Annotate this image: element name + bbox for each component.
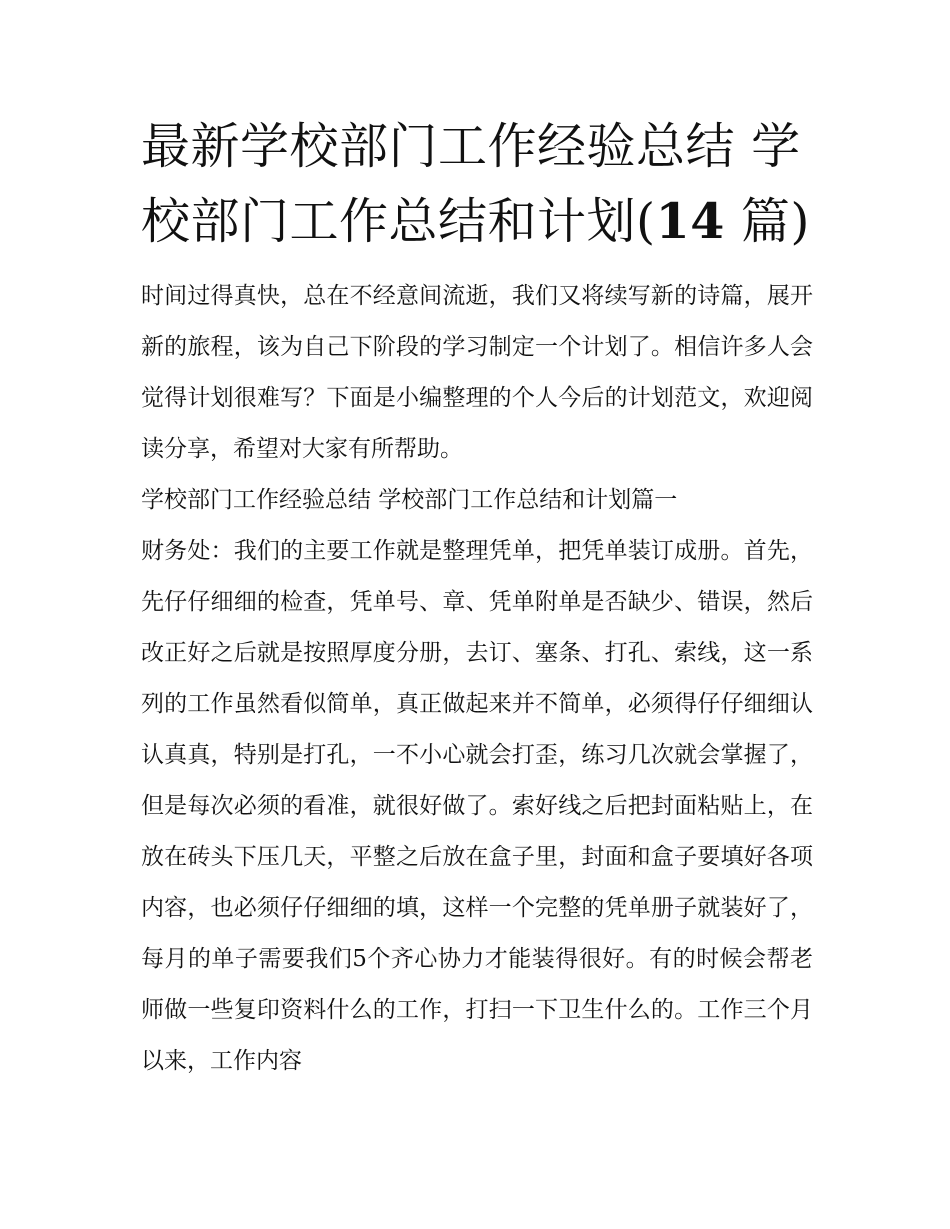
section-heading: 学校部门工作经验总结 学校部门工作总结和计划篇一 xyxy=(141,487,678,513)
body-paragraph: 财务处：我们的主要工作就是整理凭单，把凭单装订成册。首先，先仔仔细细的检查，凭单号、章、凭单附单是否缺少、错误，然后改正好之后就是按照厚度分册，去订、塞条、打孔、索线，这一系列的工作虽然看似简单，真正做起来并不简单，必须得仔仔细细认认真真，特别是打孔，一不小心就会打歪，练习几次就会掌握了，但是每次必须的看准，就很好做了。索好线之后把封面粘贴上，在放在砖头下压几天，平整之后放在盒子里，封面和盒子要填好各项内容，也必须仔仔细细的填，这样一个完整的凭单册子就装好了，每月的单子需要我们5个齐心协力才能装得很好。有的时候会帮老师做一些复印资料什么的工作，打扫一下卫生什么的。工作三个月以来，工作内容 xyxy=(141,538,813,1074)
document-title xyxy=(141,110,813,259)
title-count: 14 xyxy=(655,192,725,250)
title-text-part2: 篇) xyxy=(724,193,811,250)
intro-paragraph: 时间过得真快，总在不经意间流逝，我们又将续写新的诗篇，展开新的旅程，该为自己下阶段的学习制定一个计划了。相信许多人会觉得计划很难写？下面是小编整理的个人今后的计划范文，欢迎阅读分享，希望对大家有所帮助。 xyxy=(141,283,813,462)
title-text-part1: 最新学校部门工作经验总结 学校部门工作总结和计划( xyxy=(141,118,801,250)
document-content xyxy=(141,110,813,1087)
